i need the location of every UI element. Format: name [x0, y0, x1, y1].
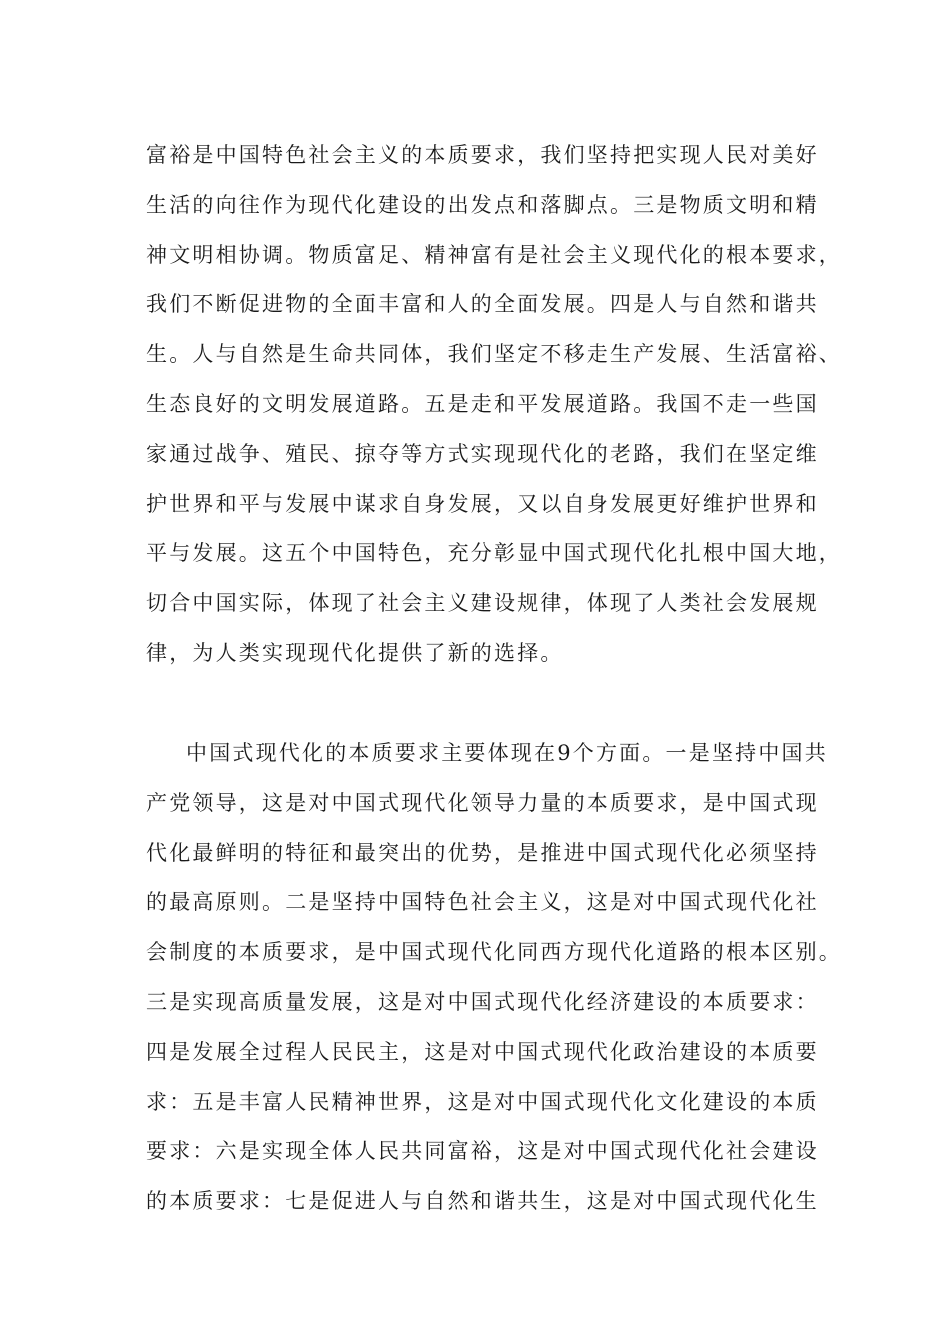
- text-line: 会制度的本质要求，是中国式现代化同西方现代化道路的根本区别。: [146, 940, 842, 965]
- paragraph-2: [146, 729, 842, 1227]
- text-line: 代化最鲜明的特征和最突出的优势，是推进中国式现代化必须坚持: [146, 840, 819, 865]
- text-line: 四是发展全过程人民民主，这是对中国式现代化政治建设的本质要: [146, 1039, 819, 1064]
- text-line: 产党领导，这是对中国式现代化领导力量的本质要求，是中国式现: [146, 790, 819, 815]
- text-line: 三是实现高质量发展，这是对中国式现代化经济建设的本质要求：: [146, 989, 819, 1014]
- text-line: 的本质要求：七是促进人与自然和谐共生，这是对中国式现代化生: [146, 1189, 819, 1214]
- text-line: 要求：六是实现全体人民共同富裕，这是对中国式现代化社会建设: [146, 1139, 819, 1164]
- text-line: 生活的向往作为现代化建设的出发点和落脚点。三是物质文明和精: [146, 192, 819, 217]
- text-line: 生。人与自然是生命共同体，我们坚定不移走生产发展、生活富裕、: [146, 342, 842, 367]
- text-line: 切合中国实际，体现了社会主义建设规律，体现了人类社会发展规: [146, 591, 819, 616]
- text-line: 富裕是中国特色社会主义的本质要求，我们坚持把实现人民对美好: [146, 143, 819, 167]
- text-line: 护世界和平与发展中谋求自身发展，又以自身发展更好维护世界和: [146, 491, 819, 516]
- text-line: 神文明相协调。物质富足、精神富有是社会主义现代化的根本要求，: [146, 242, 842, 267]
- text-line: 平与发展。这五个中国特色，充分彰显中国式现代化扎根中国大地，: [146, 541, 842, 566]
- text-line: 生态良好的文明发展道路。五是走和平发展道路。我国不走一些国: [146, 391, 819, 416]
- paragraph-1: [146, 131, 842, 679]
- text-line: 我们不断促进物的全面丰富和人的全面发展。四是人与自然和谐共: [146, 292, 819, 317]
- text-line: 的最高原则。二是坚持中国特色社会主义，这是对中国式现代化社: [146, 890, 819, 915]
- text-line: 中国式现代化的本质要求主要体现在9个方面。一是坚持中国共: [186, 741, 828, 765]
- text-line: 求：五是丰富人民精神世界，这是对中国式现代化文化建设的本质: [146, 1089, 819, 1114]
- text-line: 家通过战争、殖民、掠夺等方式实现现代化的老路，我们在坚定维: [146, 441, 819, 466]
- text-line: 律，为人类实现现代化提供了新的选择。: [146, 640, 564, 665]
